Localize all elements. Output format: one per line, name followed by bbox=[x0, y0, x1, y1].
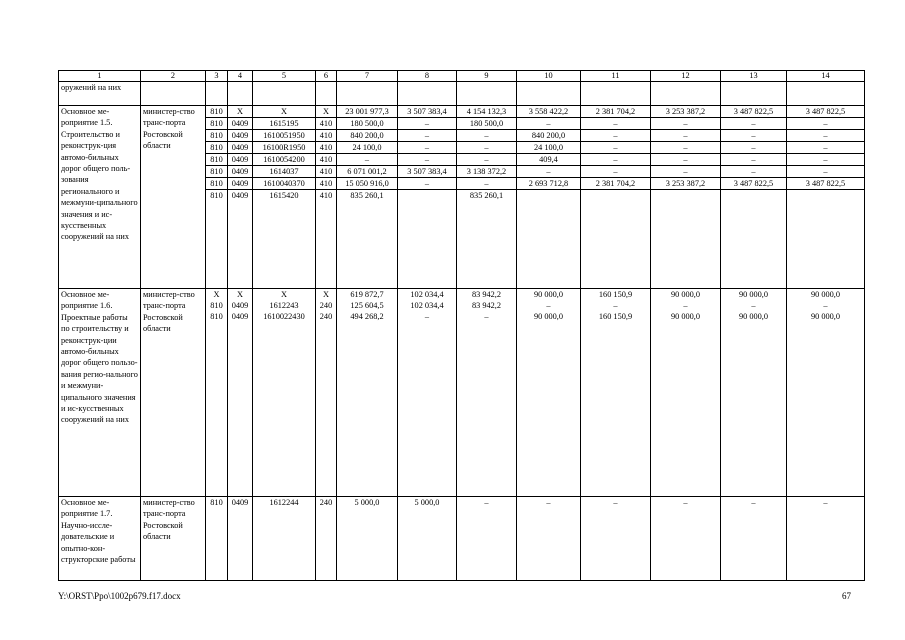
cell-value: – bbox=[613, 301, 618, 310]
table-cell: – bbox=[398, 178, 457, 190]
table-cell: 0409 bbox=[228, 178, 253, 190]
table-cell bbox=[787, 497, 865, 581]
cell-value: 5 000,0 bbox=[414, 498, 440, 507]
header-cell: 9 bbox=[457, 71, 517, 82]
cell-value: X bbox=[213, 290, 220, 299]
table-cell: – bbox=[581, 166, 651, 178]
table-cell: 3 558 422,2 bbox=[517, 106, 581, 118]
table-cell: 3 138 372,2 bbox=[457, 166, 517, 178]
cell-value: 102 034,4 bbox=[410, 290, 444, 299]
header-cell: 6 bbox=[316, 71, 337, 82]
cell-value: 1612243 bbox=[269, 301, 299, 310]
table-cell bbox=[316, 497, 337, 581]
table-cell: 1615420 bbox=[253, 190, 316, 289]
cell-value: 1612244 bbox=[269, 498, 299, 507]
cell-value: – bbox=[484, 498, 489, 507]
table-cell: – bbox=[337, 154, 398, 166]
table-row bbox=[59, 289, 865, 497]
table-cell: – bbox=[457, 142, 517, 154]
table-cell: – bbox=[581, 154, 651, 166]
header-row bbox=[59, 71, 865, 82]
table-cell: – bbox=[787, 166, 865, 178]
table-cell: – bbox=[398, 154, 457, 166]
header-cell: 10 bbox=[517, 71, 581, 82]
table-cell: – bbox=[398, 130, 457, 142]
table-cell: 0409 bbox=[228, 154, 253, 166]
activity-name: Основное ме-роприятие 1.5. Строительство и реконструк-ция автомо-бильных дорог общего поль-зования регионального и межмуни-ципального значения и ис-кусственных сооружений на них bbox=[59, 106, 141, 289]
table-cell: – bbox=[721, 166, 787, 178]
cell-value: 83 942,2 bbox=[471, 301, 502, 310]
table-cell bbox=[457, 497, 517, 581]
table-cell bbox=[651, 289, 721, 497]
cell-value: 160 150,9 bbox=[598, 312, 633, 321]
footer-file-path: Y:\ORST\Ppo\1002p679.f17.docx bbox=[58, 591, 181, 601]
cell-value: 83 942,2 bbox=[471, 290, 502, 299]
header-cell: 3 bbox=[206, 71, 228, 82]
table-cell: 2 381 704,2 bbox=[581, 106, 651, 118]
table-cell: 2 693 712,8 bbox=[517, 178, 581, 190]
table-cell: 0409 bbox=[228, 130, 253, 142]
table-cell: 810 bbox=[206, 178, 228, 190]
table-cell: 410 bbox=[316, 142, 337, 154]
cell-value: 90 000,0 bbox=[533, 290, 564, 299]
table-cell: X bbox=[228, 106, 253, 118]
cell-value: 810 bbox=[210, 301, 223, 310]
executor: министер-ство транс-порта Ростовской области bbox=[141, 497, 206, 581]
table-cell bbox=[721, 190, 787, 289]
table-cell bbox=[651, 497, 721, 581]
table-cell: 810 bbox=[206, 130, 228, 142]
header-cell: 13 bbox=[721, 71, 787, 82]
table-cell bbox=[228, 497, 253, 581]
table-cell: – bbox=[651, 118, 721, 130]
cell-value: 494 268,2 bbox=[350, 312, 384, 321]
table-cell bbox=[316, 289, 337, 497]
cell-value: X bbox=[323, 290, 329, 299]
activity-name: Основное ме-роприятие 1.6. Проектные работы по строительству и реконструк-ции автомо-бильных дорог общего пользо-вания регио-нального и межмуни-ципального значения и ис-кусственных сооружений на них bbox=[59, 289, 141, 497]
table-cell: 16100R1950 bbox=[253, 142, 316, 154]
table-cell: 1615195 bbox=[253, 118, 316, 130]
table-row bbox=[59, 497, 865, 581]
cell-value: 0409 bbox=[231, 312, 249, 321]
table-cell bbox=[721, 497, 787, 581]
table-cell: – bbox=[517, 118, 581, 130]
cell-value: – bbox=[484, 312, 489, 321]
cell-value: 125 604,5 bbox=[350, 301, 384, 310]
table-cell: 1614037 bbox=[253, 166, 316, 178]
table-row bbox=[59, 106, 865, 118]
table-cell: 835 260,1 bbox=[457, 190, 517, 289]
table-cell: – bbox=[787, 142, 865, 154]
table-cell: 410 bbox=[316, 166, 337, 178]
table-cell: 3 253 387,2 bbox=[651, 106, 721, 118]
activity-name: Основное ме-роприятие 1.7. Научно-иссле-довательские и опытно-кон-структорские работы bbox=[59, 497, 141, 581]
table-cell bbox=[206, 497, 228, 581]
cell-value: 90 000,0 bbox=[533, 312, 564, 321]
cell-value: 810 bbox=[210, 312, 223, 321]
table-cell bbox=[517, 497, 581, 581]
cell-value: – bbox=[546, 498, 551, 507]
table-cell bbox=[517, 190, 581, 289]
table-cell: 810 bbox=[206, 118, 228, 130]
table-cell: 180 500,0 bbox=[457, 118, 517, 130]
table-cell: 180 500,0 bbox=[337, 118, 398, 130]
budget-table bbox=[58, 70, 865, 581]
cell-value: 0409 bbox=[231, 301, 249, 310]
table-cell bbox=[581, 289, 651, 497]
table-cell: 409,4 bbox=[517, 154, 581, 166]
cell-value: 240 bbox=[319, 498, 333, 507]
table-cell: 4 154 132,3 bbox=[457, 106, 517, 118]
continuation-text: оружений на них bbox=[59, 82, 141, 106]
table-cell: – bbox=[651, 154, 721, 166]
continuation-row bbox=[59, 82, 865, 106]
table-cell: – bbox=[457, 154, 517, 166]
table-cell bbox=[581, 190, 651, 289]
table-cell bbox=[398, 289, 457, 497]
table-cell bbox=[253, 497, 316, 581]
table-cell: – bbox=[721, 154, 787, 166]
header-cell: 2 bbox=[141, 71, 206, 82]
table-cell: – bbox=[651, 166, 721, 178]
cell-value: 90 000,0 bbox=[810, 290, 841, 299]
header-cell: 5 bbox=[253, 71, 316, 82]
cell-value: – bbox=[546, 301, 551, 310]
header-cell: 8 bbox=[398, 71, 457, 82]
table-cell: – bbox=[721, 118, 787, 130]
table-cell bbox=[337, 497, 398, 581]
table-cell: 3 487 822,5 bbox=[787, 178, 865, 190]
cell-value: 90 000,0 bbox=[738, 290, 769, 299]
table-cell: – bbox=[651, 142, 721, 154]
table-cell: 835 260,1 bbox=[337, 190, 398, 289]
table-cell: – bbox=[457, 130, 517, 142]
table-cell: 0409 bbox=[228, 118, 253, 130]
table-cell: 410 bbox=[316, 178, 337, 190]
table-cell: 15 050 916,0 bbox=[337, 178, 398, 190]
table-cell: 2 381 704,2 bbox=[581, 178, 651, 190]
header-cell: 14 bbox=[787, 71, 865, 82]
table-cell: 3 507 383,4 bbox=[398, 106, 457, 118]
table-cell bbox=[517, 289, 581, 497]
table-cell: – bbox=[787, 118, 865, 130]
cell-value: – bbox=[823, 301, 828, 310]
table-cell bbox=[457, 289, 517, 497]
table-cell: – bbox=[581, 130, 651, 142]
cell-value: – bbox=[424, 312, 430, 321]
table-cell: 23 001 977,3 bbox=[337, 106, 398, 118]
table-cell bbox=[787, 289, 865, 497]
table-cell: – bbox=[787, 130, 865, 142]
table-cell: 840 200,0 bbox=[517, 130, 581, 142]
table-cell: 810 bbox=[206, 142, 228, 154]
header-cell: 7 bbox=[337, 71, 398, 82]
cell-value: 160 150,9 bbox=[598, 290, 633, 299]
cell-value: 240 bbox=[319, 312, 333, 321]
cell-value: 5 000,0 bbox=[354, 498, 380, 507]
table-cell: 0409 bbox=[228, 190, 253, 289]
table-cell: 410 bbox=[316, 190, 337, 289]
header-cell: 4 bbox=[228, 71, 253, 82]
header-cell: 11 bbox=[581, 71, 651, 82]
table-cell: – bbox=[581, 142, 651, 154]
header-cell: 1 bbox=[59, 71, 141, 82]
table-cell: – bbox=[721, 130, 787, 142]
table-cell: 3 487 822,5 bbox=[721, 106, 787, 118]
table-cell bbox=[787, 190, 865, 289]
cell-value: 1610022430 bbox=[263, 312, 305, 321]
page-number: 67 bbox=[842, 591, 851, 601]
table-cell: – bbox=[651, 130, 721, 142]
table-cell: 3 487 822,5 bbox=[721, 178, 787, 190]
table-cell: – bbox=[398, 142, 457, 154]
cell-value: 619 872,7 bbox=[350, 290, 384, 299]
table-cell: 1610051950 bbox=[253, 130, 316, 142]
table-cell bbox=[581, 497, 651, 581]
table-cell bbox=[651, 190, 721, 289]
cell-value: – bbox=[751, 498, 756, 507]
cell-value: 90 000,0 bbox=[670, 290, 701, 299]
table-cell: 24 100,0 bbox=[517, 142, 581, 154]
table-cell: 840 200,0 bbox=[337, 130, 398, 142]
table-cell bbox=[398, 497, 457, 581]
executor: министер-ство транс-порта Ростовской области bbox=[141, 106, 206, 289]
table-cell: 810 bbox=[206, 166, 228, 178]
table-cell: 810 bbox=[206, 154, 228, 166]
table-cell: – bbox=[457, 178, 517, 190]
table-cell: 410 bbox=[316, 130, 337, 142]
cell-value: 90 000,0 bbox=[738, 312, 769, 321]
cell-value: X bbox=[237, 290, 243, 299]
table-cell: 3 507 383,4 bbox=[398, 166, 457, 178]
table-cell bbox=[228, 289, 253, 497]
cell-value: – bbox=[751, 301, 756, 310]
cell-value: 0409 bbox=[231, 498, 249, 507]
table-cell: X bbox=[316, 106, 337, 118]
table-cell: 810 bbox=[206, 106, 228, 118]
table-cell bbox=[337, 289, 398, 497]
table-cell bbox=[206, 289, 228, 497]
cell-value: 90 000,0 bbox=[670, 312, 701, 321]
table-cell: – bbox=[787, 154, 865, 166]
table-cell: 1610040370 bbox=[253, 178, 316, 190]
table-cell: – bbox=[398, 118, 457, 130]
cell-value: 240 bbox=[319, 301, 333, 310]
table-cell: 24 100,0 bbox=[337, 142, 398, 154]
table-cell: – bbox=[581, 118, 651, 130]
table-cell bbox=[253, 289, 316, 497]
executor: министер-ство транс-порта Ростовской области bbox=[141, 289, 206, 497]
cell-value: 810 bbox=[210, 498, 223, 507]
table-cell bbox=[398, 190, 457, 289]
table-cell: 0409 bbox=[228, 166, 253, 178]
cell-value: – bbox=[683, 301, 688, 310]
cell-value: 90 000,0 bbox=[810, 312, 841, 321]
cell-value: X bbox=[281, 290, 287, 299]
cell-value: – bbox=[613, 498, 618, 507]
table-cell: X bbox=[253, 106, 316, 118]
table-cell: 0409 bbox=[228, 142, 253, 154]
header-cell: 12 bbox=[651, 71, 721, 82]
table-cell: 410 bbox=[316, 154, 337, 166]
cell-value: – bbox=[823, 498, 828, 507]
table-cell bbox=[721, 289, 787, 497]
table-cell: 6 071 001,2 bbox=[337, 166, 398, 178]
table-cell: – bbox=[721, 142, 787, 154]
cell-value: 102 034,4 bbox=[410, 301, 444, 310]
table-cell: 1610054200 bbox=[253, 154, 316, 166]
cell-value: – bbox=[683, 498, 688, 507]
table-cell: 3 253 387,2 bbox=[651, 178, 721, 190]
table-cell: 3 487 822,5 bbox=[787, 106, 865, 118]
table-cell: 810 bbox=[206, 190, 228, 289]
table-cell: 410 bbox=[316, 118, 337, 130]
table-cell: – bbox=[517, 166, 581, 178]
